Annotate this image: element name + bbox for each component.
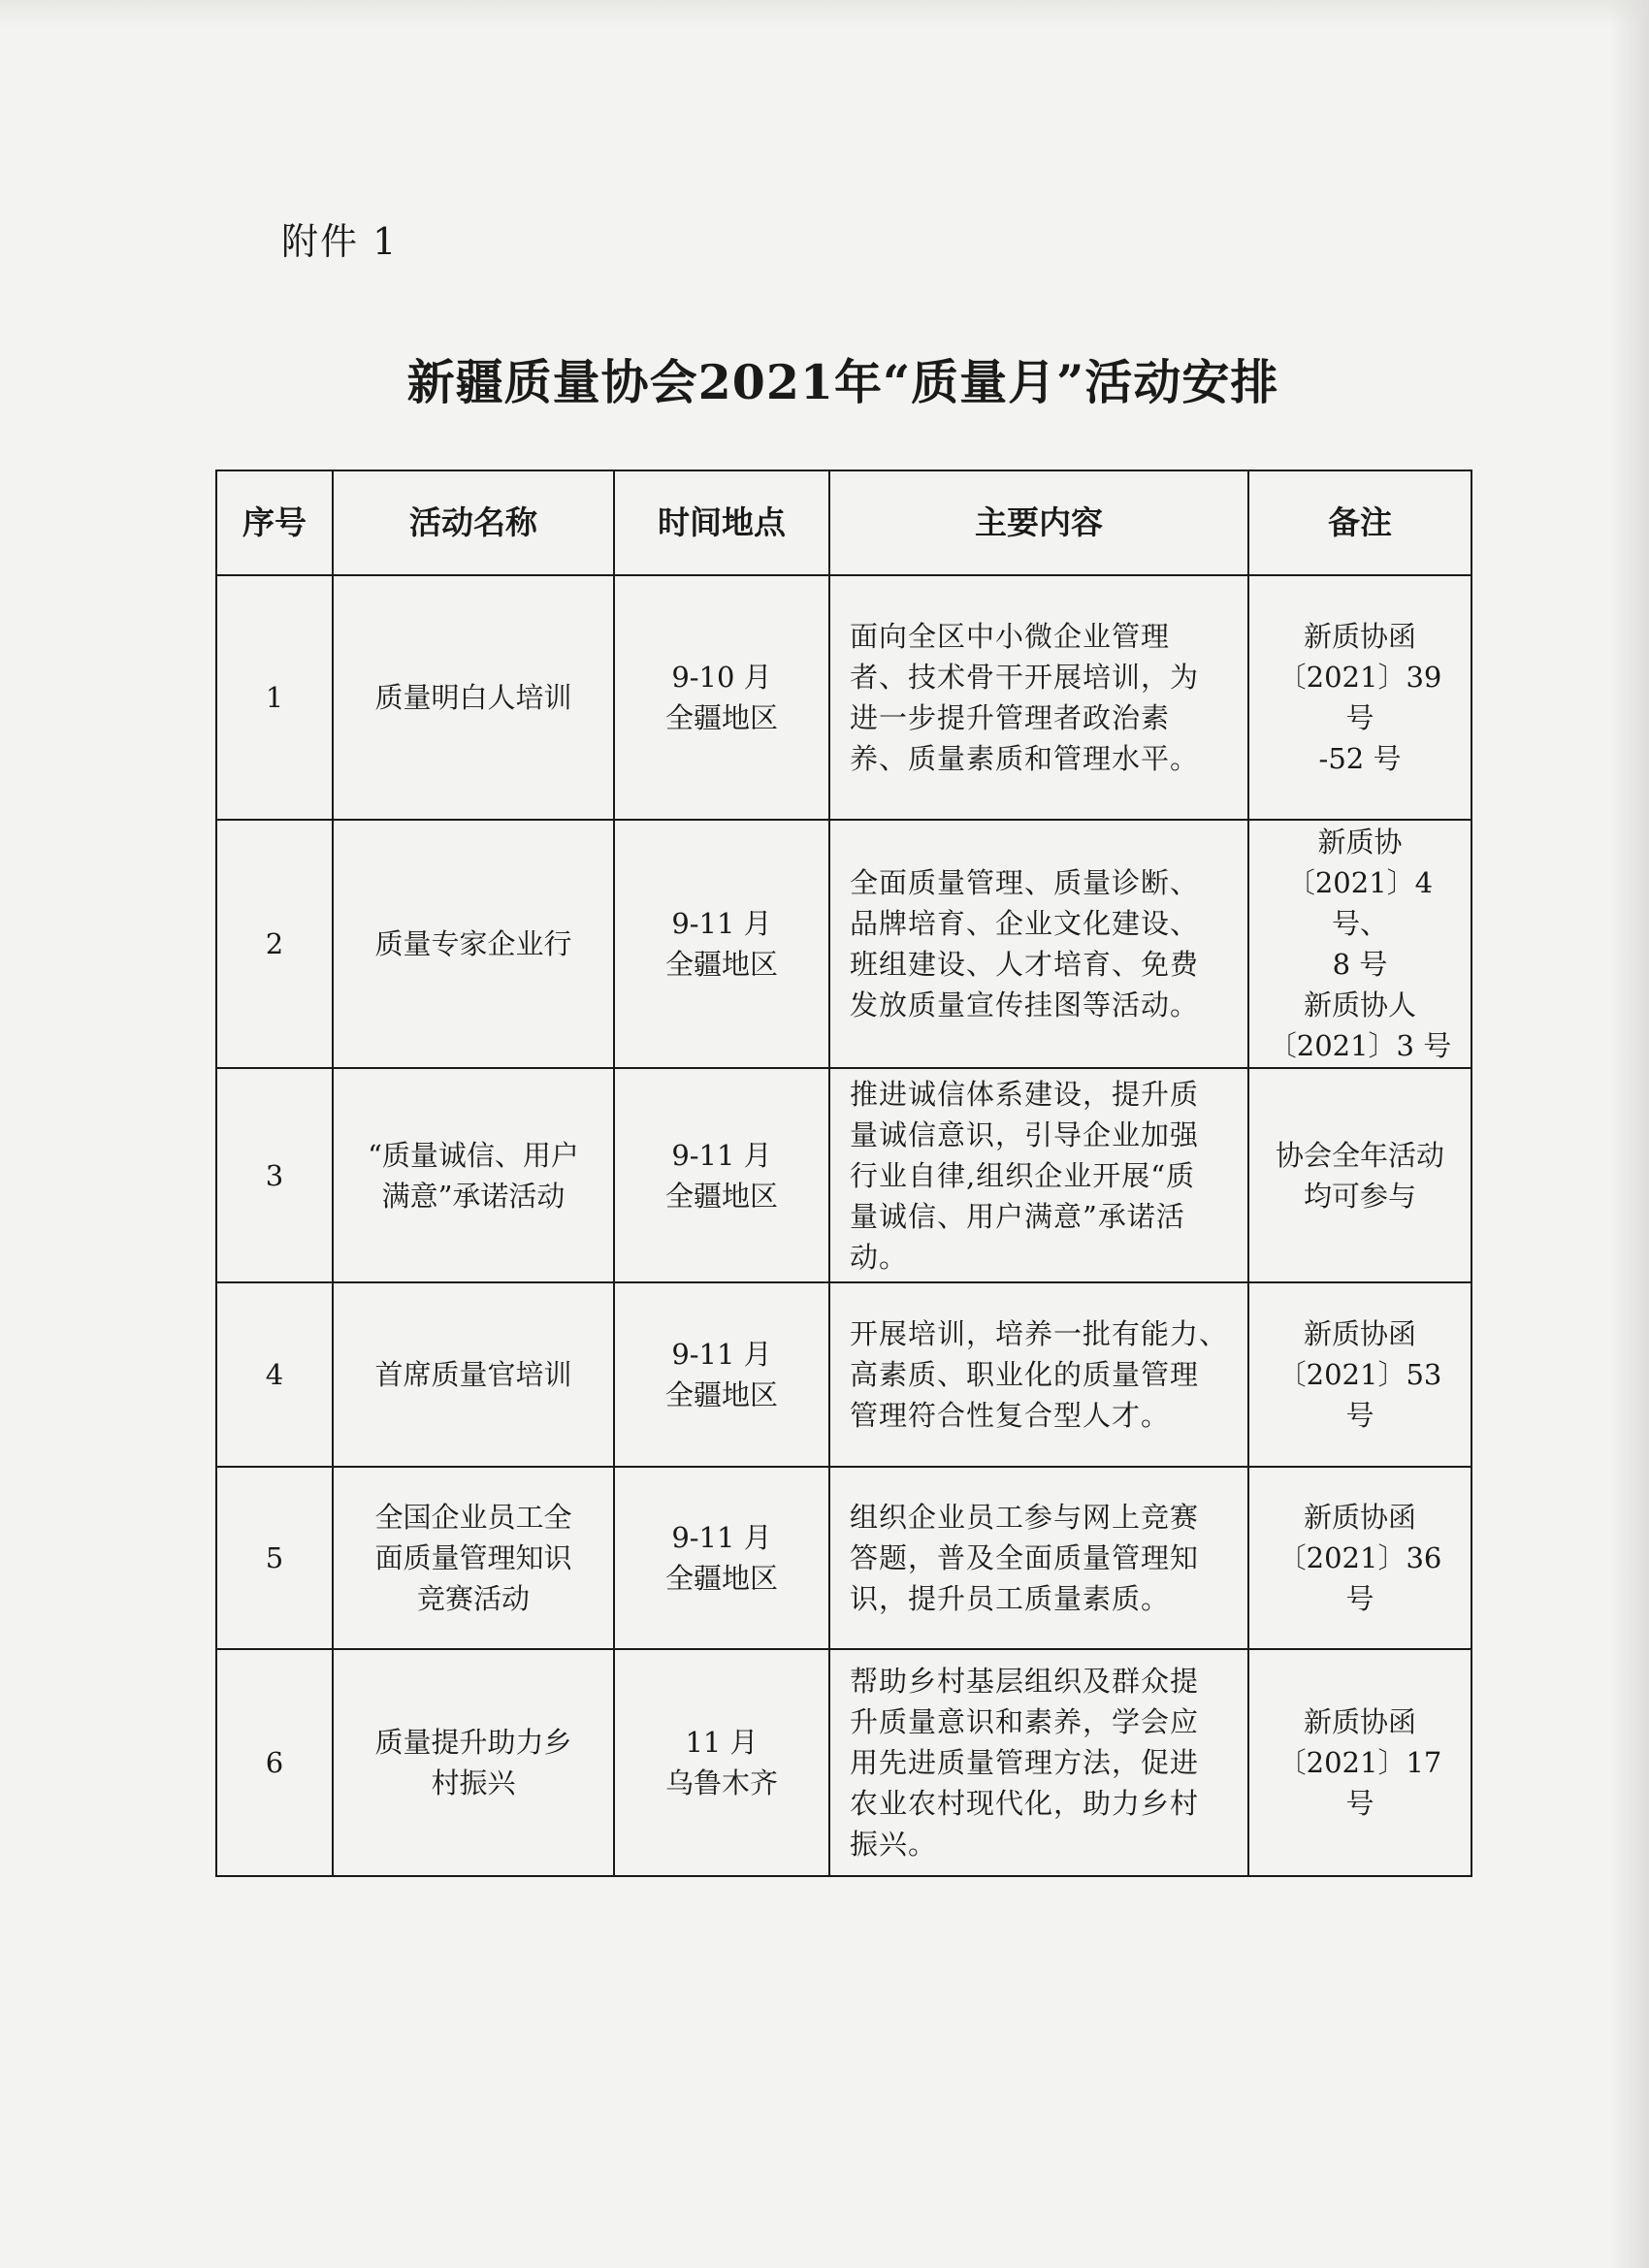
text-line: 〔2021〕17 号 <box>1277 1746 1442 1820</box>
text-line: 农业农村现代化，助力乡村 <box>850 1787 1200 1820</box>
text-line: 全疆地区 <box>664 701 778 734</box>
cell-activity-name <box>333 1649 614 1876</box>
cell-time-place <box>614 1068 829 1282</box>
text-line: 新质协函 <box>1303 1317 1416 1350</box>
cell-time-place <box>614 1467 829 1649</box>
cell-main-content <box>829 1649 1248 1876</box>
text-line: 面向全区中小微企业管理 <box>850 620 1171 653</box>
table-header-row <box>216 470 1471 575</box>
text-line: 用先进质量管理方法，促进 <box>850 1746 1200 1779</box>
cell-remark <box>1248 575 1471 820</box>
text-line: 答题，普及全面质量管理知 <box>850 1541 1200 1574</box>
text-line: 面质量管理知识 <box>374 1541 572 1574</box>
text-line: 全疆地区 <box>664 1378 778 1411</box>
text-line: 班组建设、人才培育、免费 <box>850 948 1200 981</box>
text-line: 量诚信、用户满意”承诺活 <box>850 1199 1185 1233</box>
text-line: 乌鲁木齐 <box>664 1766 778 1799</box>
cell-time-place <box>614 820 829 1068</box>
text-line: 质量专家企业行 <box>374 927 572 960</box>
cell-activity-name <box>333 575 614 820</box>
text-line: 〔2021〕3 号 <box>1268 1029 1452 1062</box>
cell-no: 2 <box>216 820 333 1068</box>
text-line: 11 月 <box>685 1726 759 1759</box>
cell-remark <box>1248 820 1471 1068</box>
text-line: 者、技术骨干开展培训，为 <box>850 661 1200 694</box>
cell-main-content <box>829 1068 1248 1282</box>
text-line: 8 号 <box>1332 948 1388 981</box>
cell-no: 3 <box>216 1068 333 1282</box>
text-line: 9-11 月 <box>671 1138 772 1172</box>
text-line: 首席质量官培训 <box>374 1358 572 1391</box>
cell-main-content <box>829 1467 1248 1649</box>
text-line: 全疆地区 <box>664 1562 778 1595</box>
table-row <box>216 1649 1471 1876</box>
text-line: 协会全年活动 <box>1275 1138 1444 1172</box>
text-line: 全面质量管理、质量诊断、 <box>850 866 1200 899</box>
text-line: 质量提升助力乡 <box>374 1726 572 1759</box>
text-line: 管理符合性复合型人才。 <box>850 1399 1171 1432</box>
text-line: 全疆地区 <box>664 1179 778 1213</box>
text-line: 新质协函 <box>1303 1501 1416 1534</box>
table-row <box>216 1068 1471 1282</box>
cell-time-place <box>614 1649 829 1876</box>
text-line: 识，提升员工质量素质。 <box>850 1582 1171 1615</box>
text-line: 振兴。 <box>850 1828 938 1861</box>
cell-no: 1 <box>216 575 333 820</box>
activity-schedule-table <box>215 470 1472 1877</box>
text-line: 〔2021〕53 号 <box>1277 1358 1442 1432</box>
page-edge-shadow <box>0 0 1649 27</box>
text-line: 全国企业员工全 <box>374 1501 572 1534</box>
cell-remark <box>1248 1068 1471 1282</box>
cell-time-place <box>614 1282 829 1467</box>
cell-activity-name <box>333 1282 614 1467</box>
text-line: 帮助乡村基层组织及群众提 <box>850 1665 1200 1698</box>
header-main-content: 主要内容 <box>829 470 1248 575</box>
text-line: 升质量意识和素养，学会应 <box>850 1705 1200 1738</box>
cell-remark <box>1248 1282 1471 1467</box>
text-line: 高素质、职业化的质量管理 <box>850 1358 1200 1391</box>
cell-main-content <box>829 1282 1248 1467</box>
text-line: 动。 <box>850 1240 909 1274</box>
table-row <box>216 1467 1471 1649</box>
text-line: 9-11 月 <box>671 1338 772 1371</box>
text-line: 行业自律,组织企业开展“质 <box>850 1158 1196 1192</box>
attachment-label: 附件 1 <box>281 220 399 263</box>
text-line: 〔2021〕36 号 <box>1277 1541 1442 1615</box>
text-line: “质量诚信、用户 <box>368 1138 579 1172</box>
text-line: 进一步提升管理者政治素 <box>850 701 1171 734</box>
cell-time-place <box>614 575 829 820</box>
text-line: 〔2021〕39 号 <box>1277 661 1442 734</box>
table-row <box>216 575 1471 820</box>
text-line: 质量明白人培训 <box>374 681 572 714</box>
text-line: 新质协 <box>1317 826 1403 859</box>
text-line: 9-10 月 <box>671 661 772 694</box>
text-line: 发放质量宣传挂图等活动。 <box>850 988 1200 1021</box>
text-line: 竞赛活动 <box>416 1582 530 1615</box>
text-line: 新质协人 <box>1303 988 1416 1021</box>
header-remark: 备注 <box>1248 470 1471 575</box>
cell-no: 5 <box>216 1467 333 1649</box>
cell-activity-name <box>333 1467 614 1649</box>
text-line: 9-11 月 <box>671 1521 772 1554</box>
cell-main-content <box>829 575 1248 820</box>
cell-main-content <box>829 820 1248 1068</box>
text-line: 〔2021〕4 号、 <box>1286 866 1434 940</box>
cell-remark <box>1248 1649 1471 1876</box>
text-line: 养、质量素质和管理水平。 <box>850 742 1200 775</box>
cell-activity-name <box>333 820 614 1068</box>
table-row <box>216 1282 1471 1467</box>
text-line: 新质协函 <box>1303 620 1416 653</box>
table-row <box>216 820 1471 1068</box>
page-edge-shadow-right <box>1610 0 1649 2268</box>
text-line: 村振兴 <box>431 1766 516 1799</box>
cell-no: 4 <box>216 1282 333 1467</box>
text-line: 品牌培育、企业文化建设、 <box>850 907 1200 940</box>
text-line: 满意”承诺活动 <box>381 1179 566 1213</box>
cell-remark <box>1248 1467 1471 1649</box>
cell-no: 6 <box>216 1649 333 1876</box>
cell-activity-name <box>333 1068 614 1282</box>
header-time-place: 时间地点 <box>614 470 829 575</box>
text-line: 开展培训，培养一批有能力、 <box>850 1317 1229 1350</box>
text-line: 推进诚信体系建设，提升质 <box>850 1077 1200 1111</box>
header-no: 序号 <box>216 470 333 575</box>
document-title: 新疆质量协会2021年“质量月”活动安排 <box>406 354 1279 410</box>
text-line: 9-11 月 <box>671 907 772 940</box>
text-line: 新质协函 <box>1303 1705 1416 1738</box>
text-line: 均可参与 <box>1303 1179 1416 1213</box>
header-activity-name: 活动名称 <box>333 470 614 575</box>
text-line: 全疆地区 <box>664 948 778 981</box>
text-line: -52 号 <box>1318 742 1402 775</box>
text-line: 量诚信意识，引导企业加强 <box>850 1118 1200 1151</box>
text-line: 组织企业员工参与网上竞赛 <box>850 1501 1200 1534</box>
